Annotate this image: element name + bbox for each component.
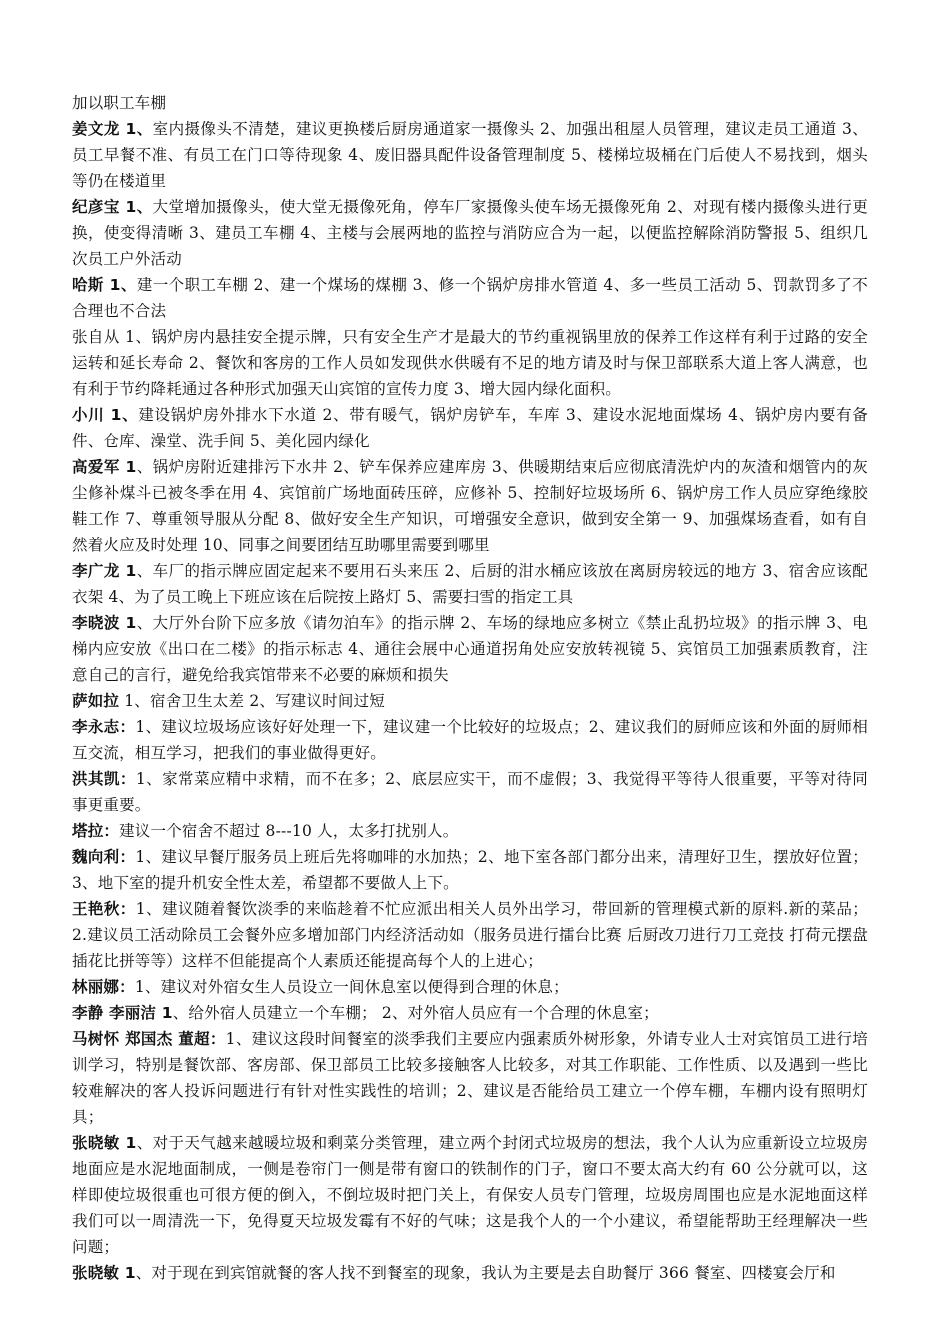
suggestion-entry [72,818,868,844]
author-name: 林丽娜： [72,978,135,996]
suggestion-entry [72,194,868,272]
author-name: 马树怀 郑国杰 董超： [72,1030,226,1048]
suggestion-entry [72,324,868,402]
author-name: 高爱军 1 [72,458,137,476]
suggestion-entry [72,688,868,714]
suggestion-text: 1、建议垃圾场应该好好处理一下，建议建一个比较好的垃圾点；2、建议我们的厨师应该和外面的厨师相互交流，相互学习，把我们的事业做得更好。 [72,718,868,762]
suggestion-entry [72,1000,868,1026]
suggestion-text: 、给外宿人员建立一个车棚； 2、对外宿人员应有一个合理的休息室； [172,1004,659,1022]
suggestion-text: 建设锅炉房外排水下水道 2、带有暖气，锅炉房铲车，车库 3、建设水泥地面煤场 4、锅炉房内要有备件、仓库、澡堂、洗手间 5、美化园内绿化 [72,406,868,450]
suggestion-entry [72,1130,868,1260]
suggestion-entry [72,714,868,766]
suggestion-entry [72,1260,868,1286]
suggestion-entry [72,1026,868,1130]
author-name: 塔拉： [72,822,120,840]
author-name: 张晓敏 1 [72,1264,136,1282]
suggestion-text: 建议一个宿舍不超过 8---10 人，太多打扰别人。 [119,822,459,840]
author-name: 萨如拉 [72,692,120,710]
suggestion-text: 、锅炉房附近建排污下水井 2、铲车保养应建库房 3、供暖期结束后应彻底清洗炉内的灰渣和烟管内的灰尘修补煤斗已被冬季在用 4、宾馆前广场地面砖压碎，应修补 5、控制好垃圾场所 6、锅炉房工作人员应穿绝缘胶鞋工作 7、尊重领导服从分配 8、做好安全生产知识，可增强安全意识，做到安全第一 9、加强煤场查看，如有自然着火应及时处理 10、同事之间要团结互助哪里需要到哪里 [72,458,868,554]
suggestion-entry [72,402,868,454]
suggestion-text: 、对于天气越来越暖垃圾和剩菜分类管理，建立两个封闭式垃圾房的想法，我个人认为应重新设立垃圾房地面应是水泥地面制成，一侧是卷帘门一侧是带有窗口的铁制作的门子，窗口不要太高大约有 60 公分就可以，这样即使垃圾很重也可很方便的倒入，不倒垃圾时把门关上，有保安人员专门管理，垃圾房周围也应是水泥地面这样我们可以一周清洗一下，免得夏天垃圾发霉有不好的气味；这是我个人的一个小建议，希望能帮助王经理解决一些问题； [72,1134,868,1256]
suggestion-text: 、大厅外台阶下应多放《请勿泊车》的指示牌 2、车场的绿地应多树立《禁止乱扔垃圾》的指示牌 3、电梯内应安放《出口在二楼》的指示标志 4、通往会展中心通道拐角处应安放转视镜 5、宾馆员工加强素质教育，注意自己的言行，避免给我宾馆带来不必要的麻烦和损失 [72,614,868,684]
author-name: 张晓敏 1 [72,1134,137,1152]
author-name: 李广龙 1 [72,562,137,580]
author-name: 小川 1、 [72,406,139,424]
suggestion-text: 1、建议随着餐饮淡季的来临趁着不忙应派出相关人员外出学习，带回新的管理模式新的原料.新的菜品；2.建议员工活动除员工会餐外应多增加部门内经济活动如（服务员进行擂台比赛 后厨改刀进行刀工竞技 打荷元摆盘 插花比拼等等）这样不但能提高个人素质还能提高每个人的上进心； [72,900,868,970]
author-name: 洪其凯： [72,770,136,788]
intro-line: 加以职工车棚 [72,94,167,112]
author-name: 李永志： [72,718,136,736]
suggestion-entry [72,610,868,688]
suggestion-entry [72,272,868,324]
suggestion-entry [72,766,868,818]
suggestion-text: 1、建议对外宿女生人员设立一间休息室以便得到合理的休息； [134,978,569,996]
suggestion-text: 、车厂的指示牌应固定起来不要用石头来压 2、后厨的泔水桶应该放在离厨房较远的地方 3、宿舍应该配衣架 4、为了员工晚上下班应该在后院按上路灯 5、需要扫雪的指定工具 [72,562,868,606]
suggestion-text: 、对于现在到宾馆就餐的客人找不到餐室的现象，我认为主要是去自助餐厅 366 餐室、四楼宴会厅和 [135,1264,836,1282]
author-name: 李静 李丽洁 1 [72,1004,173,1022]
suggestion-entry [72,974,868,1000]
suggestion-text: 大堂增加摄像头，使大堂无摄像死角，停车厂家摄像头使车场无摄像死角 2、对现有楼内摄像头进行更换，使变得清晰 3、建员工车棚 4、主楼与会展两地的监控与消防应合为一起，以便监控解除消防警报 5、组织几次员工户外活动 [72,198,868,268]
suggestion-text: 1、宿舍卫生太差 2、写建议时间过短 [119,692,385,710]
author-name: 魏向利： [72,848,136,866]
author-name: 哈斯 1、 [72,276,137,294]
suggestion-text: 1、建议这段时间餐室的淡季我们主要应内强素质外树形象，外请专业人士对宾馆员工进行培训学习，特别是餐饮部、客房部、保卫部员工比较多接触客人比较多，对其工作职能、工作性质、以及遇到一些比较难解决的客人投诉问题进行有针对性实践性的培训；2、建议是否能给员工建立一个停车棚，车棚内设有照明灯具； [72,1030,868,1126]
suggestion-entry [72,558,868,610]
suggestion-entry [72,844,868,896]
suggestion-text: 1、家常菜应精中求精，而不在多；2、底层应实干，而不虚假；3、我觉得平等待人很重要，平等对待同事更重要。 [72,770,868,814]
author-name: 姜文龙 1、 [72,120,153,138]
suggestion-text: 1、建议早餐厅服务员上班后先将咖啡的水加热；2、地下室各部门都分出来，清理好卫生，摆放好位置；3、地下室的提升机安全性太差，希望都不要做人上下。 [72,848,868,892]
author-name: 纪彦宝 1、 [72,198,153,216]
suggestion-text: 室内摄像头不清楚，建议更换楼后厨房通道家一摄像头 2、加强出租屋人员管理，建议走员工通道 3、员工早餐不准、有员工在门口等待现象 4、废旧器具配件设备管理制度 5、楼梯垃圾桶在门后使人不易找到，烟头等仍在楼道里 [72,120,868,190]
author-name: 王艳秋： [72,900,136,918]
suggestion-text: 张自从 1、锅炉房内悬挂安全提示牌，只有安全生产才是最大的节约重视锅里放的保养工作这样有利于过路的安全运转和延长寿命 2、餐饮和客房的工作人员如发现供水供暖有不足的地方请及时与保卫部联系大道上客人满意，也有利于节约降耗通过各种形式加强天山宾馆的宣传力度 3、增大园内绿化面积。 [72,328,868,398]
suggestion-entry [72,116,868,194]
author-name: 李晓波 1 [72,614,137,632]
suggestion-text: 建一个职工车棚 2、建一个煤场的煤棚 3、修一个锅炉房排水管道 4、多一些员工活动 5、罚款罚多了不合理也不合法 [72,276,868,320]
suggestion-entry [72,454,868,558]
document-page [72,90,868,1286]
suggestion-entry [72,896,868,974]
